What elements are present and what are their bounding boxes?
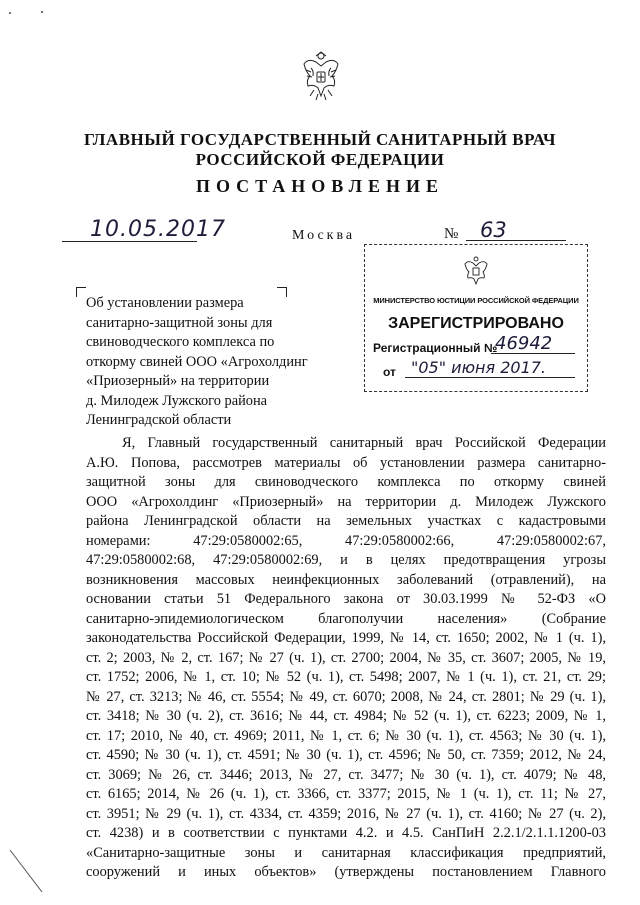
document-number: 63	[466, 220, 566, 241]
body-line: санитарно-эпидемиологическом благополучии населения» (Собрание	[86, 610, 606, 627]
body-line: ст. 4238) и в соответствии с пунктами 4.2. и 4.5. СанПиН 2.2.1/2.1.1.1200-03	[86, 825, 606, 841]
body-line: района Ленинградской области на земельных участках с кадастровыми	[86, 513, 606, 529]
body-line: ст. 3951; № 29 (ч. 1), ст. 4334, ст. 4359; 2016, № 27 (ч. 1), ст. 4160; № 27 (ч. 2),	[86, 805, 606, 822]
body-line: сооружений и иных объектов» (утверждены постановлением Главного	[86, 864, 606, 880]
body-line: защитной зоны для свиноводческого комплекса по откорму свиней	[86, 474, 606, 490]
body-line: ст. 6165; 2014, № 26 (ч. 1), ст. 3366, ст. 3377; 2015, № 1 (ч. 1), ст. 11; № 27,	[86, 786, 606, 802]
subject-line: откорму свиней ООО «Агрохолдинг	[86, 353, 308, 370]
body-line: ст. 2; 2003, № 2, ст. 167; № 27 (ч. 1), ст. 2700; 2004, № 35, ст. 3607; 2005, № 19,	[86, 649, 606, 666]
number-label: №	[444, 226, 459, 242]
stamp-emblem-icon	[461, 255, 491, 285]
body-line: № 27, ст. 3213; № 46, ст. 5554; № 49, ст. 6070; 2008, № 24, ст. 2801; № 29 (ч. 1),	[86, 688, 606, 705]
stamp-date-label: от	[383, 365, 396, 379]
stamp-reg-number: 46942	[491, 335, 575, 354]
stamp-reg-label: Регистрационный №	[373, 341, 498, 355]
body-line: возникновения массовых неинфекционных заболеваний (отравлений), на	[86, 571, 606, 588]
body-line: Я, Главный государственный санитарный врач Российской Федерации	[122, 435, 606, 451]
document-body	[86, 434, 606, 883]
body-line: 47:29:0580002:68, 47:29:0580002:69, и в целях предотвращения угрозы	[86, 552, 606, 568]
document-subject	[86, 294, 326, 431]
body-line: ООО «Агрохолдинг «Приозерный» на территории д. Милодеж Лужского	[86, 493, 606, 510]
subject-line: «Приозерный» на территории	[86, 373, 270, 389]
stamp-registered: ЗАРЕГИСТРИРОВАНО	[388, 315, 564, 332]
body-line: А.Ю. Попова, рассмотрев материалы об установлении размера санитарно-	[86, 454, 606, 471]
stamp-date-value: "05" июня 2017.	[405, 359, 575, 378]
registration-stamp	[364, 244, 588, 392]
issuer-title-line1: ГЛАВНЫЙ ГОСУДАРСТВЕННЫЙ САНИТАРНЫЙ ВРАЧ	[84, 130, 556, 149]
body-line: ст. 3069; № 26, ст. 3446; 2013, № 27, ст. 3477; № 30 (ч. 1), ст. 4079; № 48,	[86, 766, 606, 783]
document-city: Москва	[292, 228, 356, 243]
subject-bracket-left	[76, 287, 86, 297]
body-line: ст. 4590; № 30 (ч. 1), ст. 4591; № 30 (ч. 1), ст. 4596; № 50, ст. 7359; 2012, № 24,	[86, 747, 606, 763]
body-line: номерами: 47:29:0580002:65, 47:29:0580002:66, 47:29:0580002:67,	[86, 532, 606, 549]
coat-of-arms-icon	[296, 50, 346, 102]
body-line: «Санитарно-защитные зоны и санитарная классификация предприятий,	[86, 844, 606, 861]
subject-line: Ленинградской области	[86, 412, 232, 428]
body-line: ст. 1752; 2006, № 1, ст. 10; № 52 (ч. 1), ст. 5498; 2007, № 1 (ч. 1), ст. 21, ст. 29;	[86, 669, 606, 685]
document-date: 10.05.2017	[62, 219, 197, 242]
stamp-ministry: МИНИСТЕРСТВО ЮСТИЦИИ РОССИЙСКОЙ ФЕДЕРАЦИИ	[373, 296, 579, 305]
scan-scratch	[6, 846, 46, 896]
subject-line: Об установлении размера	[86, 295, 244, 311]
subject-line: санитарно-защитной зоны для	[86, 314, 273, 331]
subject-line: свиноводческого комплекса по	[86, 334, 275, 350]
body-line: законодательства Российской Федерации, 1999, № 14, ст. 1650; 2002, № 1 (ч. 1),	[86, 630, 606, 646]
issuer-title-line2: РОССИЙСКОЙ ФЕДЕРАЦИИ	[195, 150, 445, 169]
subject-line: д. Милодеж Лужского района	[86, 392, 268, 409]
document-type: ПОСТАНОВЛЕНИЕ	[195, 176, 445, 196]
body-line: основании статьи 51 Федерального закона от 30.03.1999 № 52-ФЗ «О	[86, 591, 606, 607]
body-line: ст. 3418; № 30 (ч. 2), ст. 3616; № 44, ст. 4984; № 52 (ч. 1), ст. 6223; 2009, № 1,	[86, 708, 606, 724]
scan-marks	[6, 8, 46, 18]
body-line: ст. 17; 2010, № 40, ст. 4969; 2011, № 1, ст. 6; № 30 (ч. 1), ст. 4563; № 30 (ч. 1),	[86, 727, 606, 744]
